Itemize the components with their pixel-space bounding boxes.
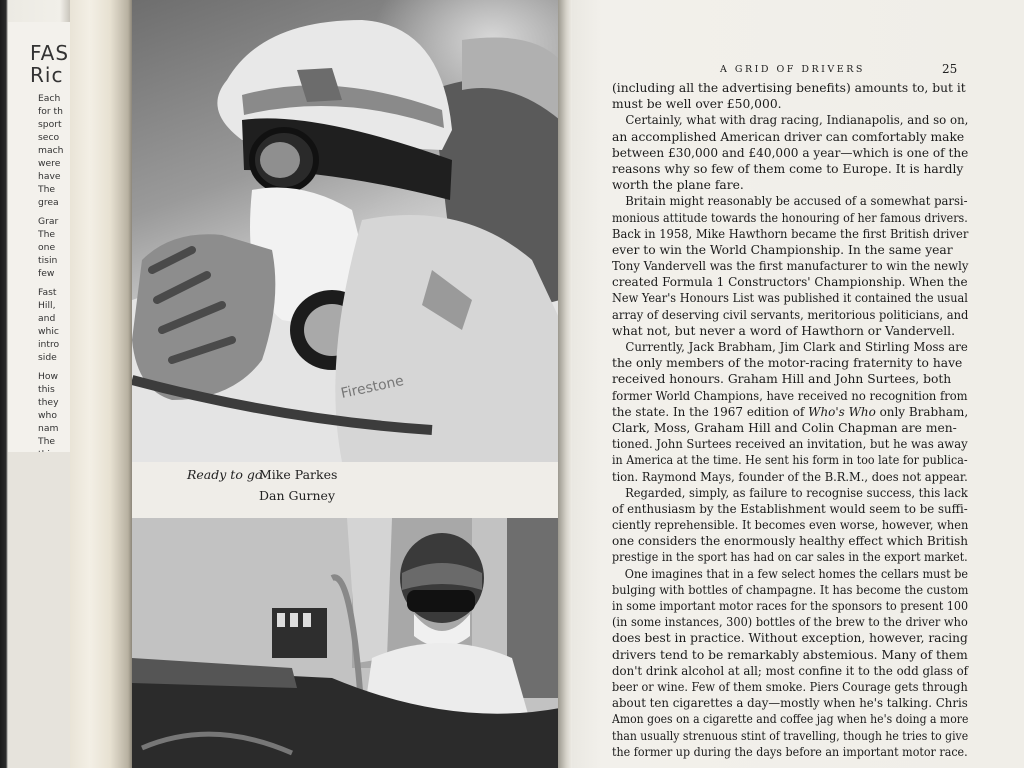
body-text-line: one considers the enormously healthy effect which British: [612, 534, 969, 549]
body-text-line: monious attitude towards the honouring of her famous drivers.: [612, 210, 968, 225]
body-text-line: (in some instances, 300) bottles of the brew to the driver who: [612, 615, 968, 630]
body-text-line: Currently, Jack Brabham, Jim Clark and Stirling Moss are: [625, 340, 968, 354]
body-text-line: the only members of the motor-racing fraternity to have: [612, 356, 963, 371]
body-text-line: Regarded, simply, as failure to recognise success, this lack: [625, 485, 968, 500]
body-text-line: prestige in the sport has had on car sales in the export market.: [612, 550, 968, 565]
body-text-line: bulging with bottles of champagne. It has become the custom: [612, 582, 969, 597]
page-gutter: [558, 0, 572, 768]
body-text-line: received honours. Graham Hill and John Surtees, both: [612, 372, 952, 387]
background-title-line: FAS: [30, 41, 70, 65]
body-text-line: than usually strenuous stint of travelling, though he tries to give: [612, 728, 969, 743]
body-text-line: the state. In the 1967 edition of Who's Who only Brabham,: [612, 404, 969, 419]
body-text-line: ever to win the World Championship. In the same year: [612, 242, 953, 257]
body-text-line: worth the plane fare.: [612, 178, 744, 193]
body-text-line: Amon goes on a cigarette and coffee jag when he's doing a more: [612, 712, 969, 727]
background-text-line: who: [38, 410, 57, 421]
page-number: 25: [942, 62, 958, 76]
body-text-line: One imagines that in a few select homes the cellars must be: [624, 566, 969, 581]
body-text-line: reasons why so few of them come to Europe. It is hardly: [612, 161, 964, 176]
publication-title: Who's Who: [808, 404, 876, 419]
background-text-line: tisin: [38, 255, 58, 266]
body-text: [612, 80, 968, 760]
background-title-line: Ric: [30, 63, 64, 87]
background-book-title: [30, 42, 69, 86]
body-text-line: former World Champions, have received no recognition from: [612, 388, 968, 403]
body-text-line: must be well over £50,000.: [612, 97, 782, 112]
background-text-line: one: [38, 242, 56, 253]
background-text-line: this: [38, 384, 55, 395]
background-text-line: seco: [38, 132, 60, 143]
body-text-line: ciently reprehensible. It becomes even worse, however, when: [612, 518, 969, 533]
running-head: A GRID OF DRIVERS: [720, 64, 865, 75]
body-text-line: about ten cigarettes a day—mostly when he's talking. Chris: [612, 696, 968, 711]
background-text-line: Each: [38, 93, 61, 104]
background-text-line: sport: [38, 119, 62, 130]
background-text-line: The: [38, 436, 56, 447]
body-text-line: in some important motor races for the sponsors to present 100: [612, 599, 969, 613]
body-text-line: Britain might reasonably be accused of a somewhat parsi-: [625, 194, 968, 209]
background-text-line: were: [38, 158, 61, 169]
background-text-line: they: [38, 397, 59, 408]
photo-driver-in-car: [132, 518, 560, 768]
background-text-line: mach: [38, 145, 64, 156]
body-text-line: array of deserving civil servants, meritorious politicians, and: [612, 307, 969, 322]
background-text-line: grea: [38, 197, 59, 208]
body-text-line: Certainly, what with drag racing, Indianapolis, and so on,: [625, 113, 969, 128]
background-text-line: side: [38, 352, 57, 363]
background-text-line: intro: [38, 339, 60, 350]
background-text-line: The: [38, 184, 56, 195]
body-text-line: beer or wine. Few of them smoke. Piers Courage gets through: [612, 679, 968, 694]
body-text-line: an accomplished American driver can comfortably make: [612, 129, 965, 144]
body-text-line: Clark, Moss, Graham Hill and Colin Chapman are men-: [612, 420, 957, 435]
caption-label: Ready to go: [187, 467, 263, 482]
body-text-line: Tony Vandervell was the first manufacturer to win the newly: [612, 259, 969, 274]
background-text-line: The: [38, 229, 56, 240]
photo-driver-closeup-drawing: [132, 0, 560, 462]
background-text-line: Fast: [38, 287, 57, 298]
body-text-line: the former up during the days before an important motor race.: [612, 744, 968, 759]
background-text-line: and: [38, 313, 56, 324]
body-text-line: Back in 1958, Mike Hawthorn became the first British driver: [612, 226, 969, 241]
body-text-line: in America at the time. He sent his form in too late for publica-: [612, 453, 968, 468]
body-text-line: between £30,000 and £40,000 a year—which is one of the: [612, 145, 969, 160]
background-text-line: few: [38, 268, 55, 279]
body-text-line: drivers tend to be remarkably abstemious. Many of them: [612, 647, 968, 662]
body-text-line: what not, but never a word of Hawthorn or Vandervell.: [612, 323, 956, 338]
body-text-line: don't drink alcohol at all; most confine it to the odd glass of: [612, 663, 969, 678]
background-text-line: How: [38, 371, 59, 382]
helmet-sponsor-text: Firestone: [339, 372, 406, 402]
right-page: [572, 0, 1024, 768]
body-text-line: created Formula 1 Constructors' Championship. When the: [612, 275, 968, 290]
body-text-line: of enthusiasm by the Establishment would seem to be suffi-: [612, 501, 968, 516]
background-text-line: have: [38, 171, 61, 182]
caption-name-bottom: Dan Gurney: [259, 488, 336, 503]
body-text-line: tioned. John Surtees received an invitation, but he was away: [612, 437, 968, 452]
background-text-line: Grar: [38, 216, 59, 227]
photo-caption: [132, 462, 560, 518]
body-text-line: New Year's Honours List was published it contained the usual: [612, 291, 968, 306]
background-text-line: whic: [38, 326, 59, 337]
caption-name-top: Mike Parkes: [259, 467, 338, 482]
book-spine-edge: [70, 0, 132, 768]
photo-driver-closeup: [132, 0, 560, 462]
background-text-line: Hill,: [38, 300, 56, 311]
background-text-line: for th: [38, 106, 63, 117]
background-book-lower: [8, 452, 70, 768]
background-text-line: nam: [38, 423, 59, 434]
body-text-line: does best in practice. Without exception, however, racing: [612, 631, 968, 646]
photo-driver-in-car-drawing: [132, 518, 560, 768]
body-text-line: tion. Raymond Mays, founder of the B.R.M., does not appear.: [612, 469, 968, 484]
left-page: [132, 0, 560, 768]
body-text-line: (including all the advertising benefits) amounts to, but it: [612, 81, 966, 95]
